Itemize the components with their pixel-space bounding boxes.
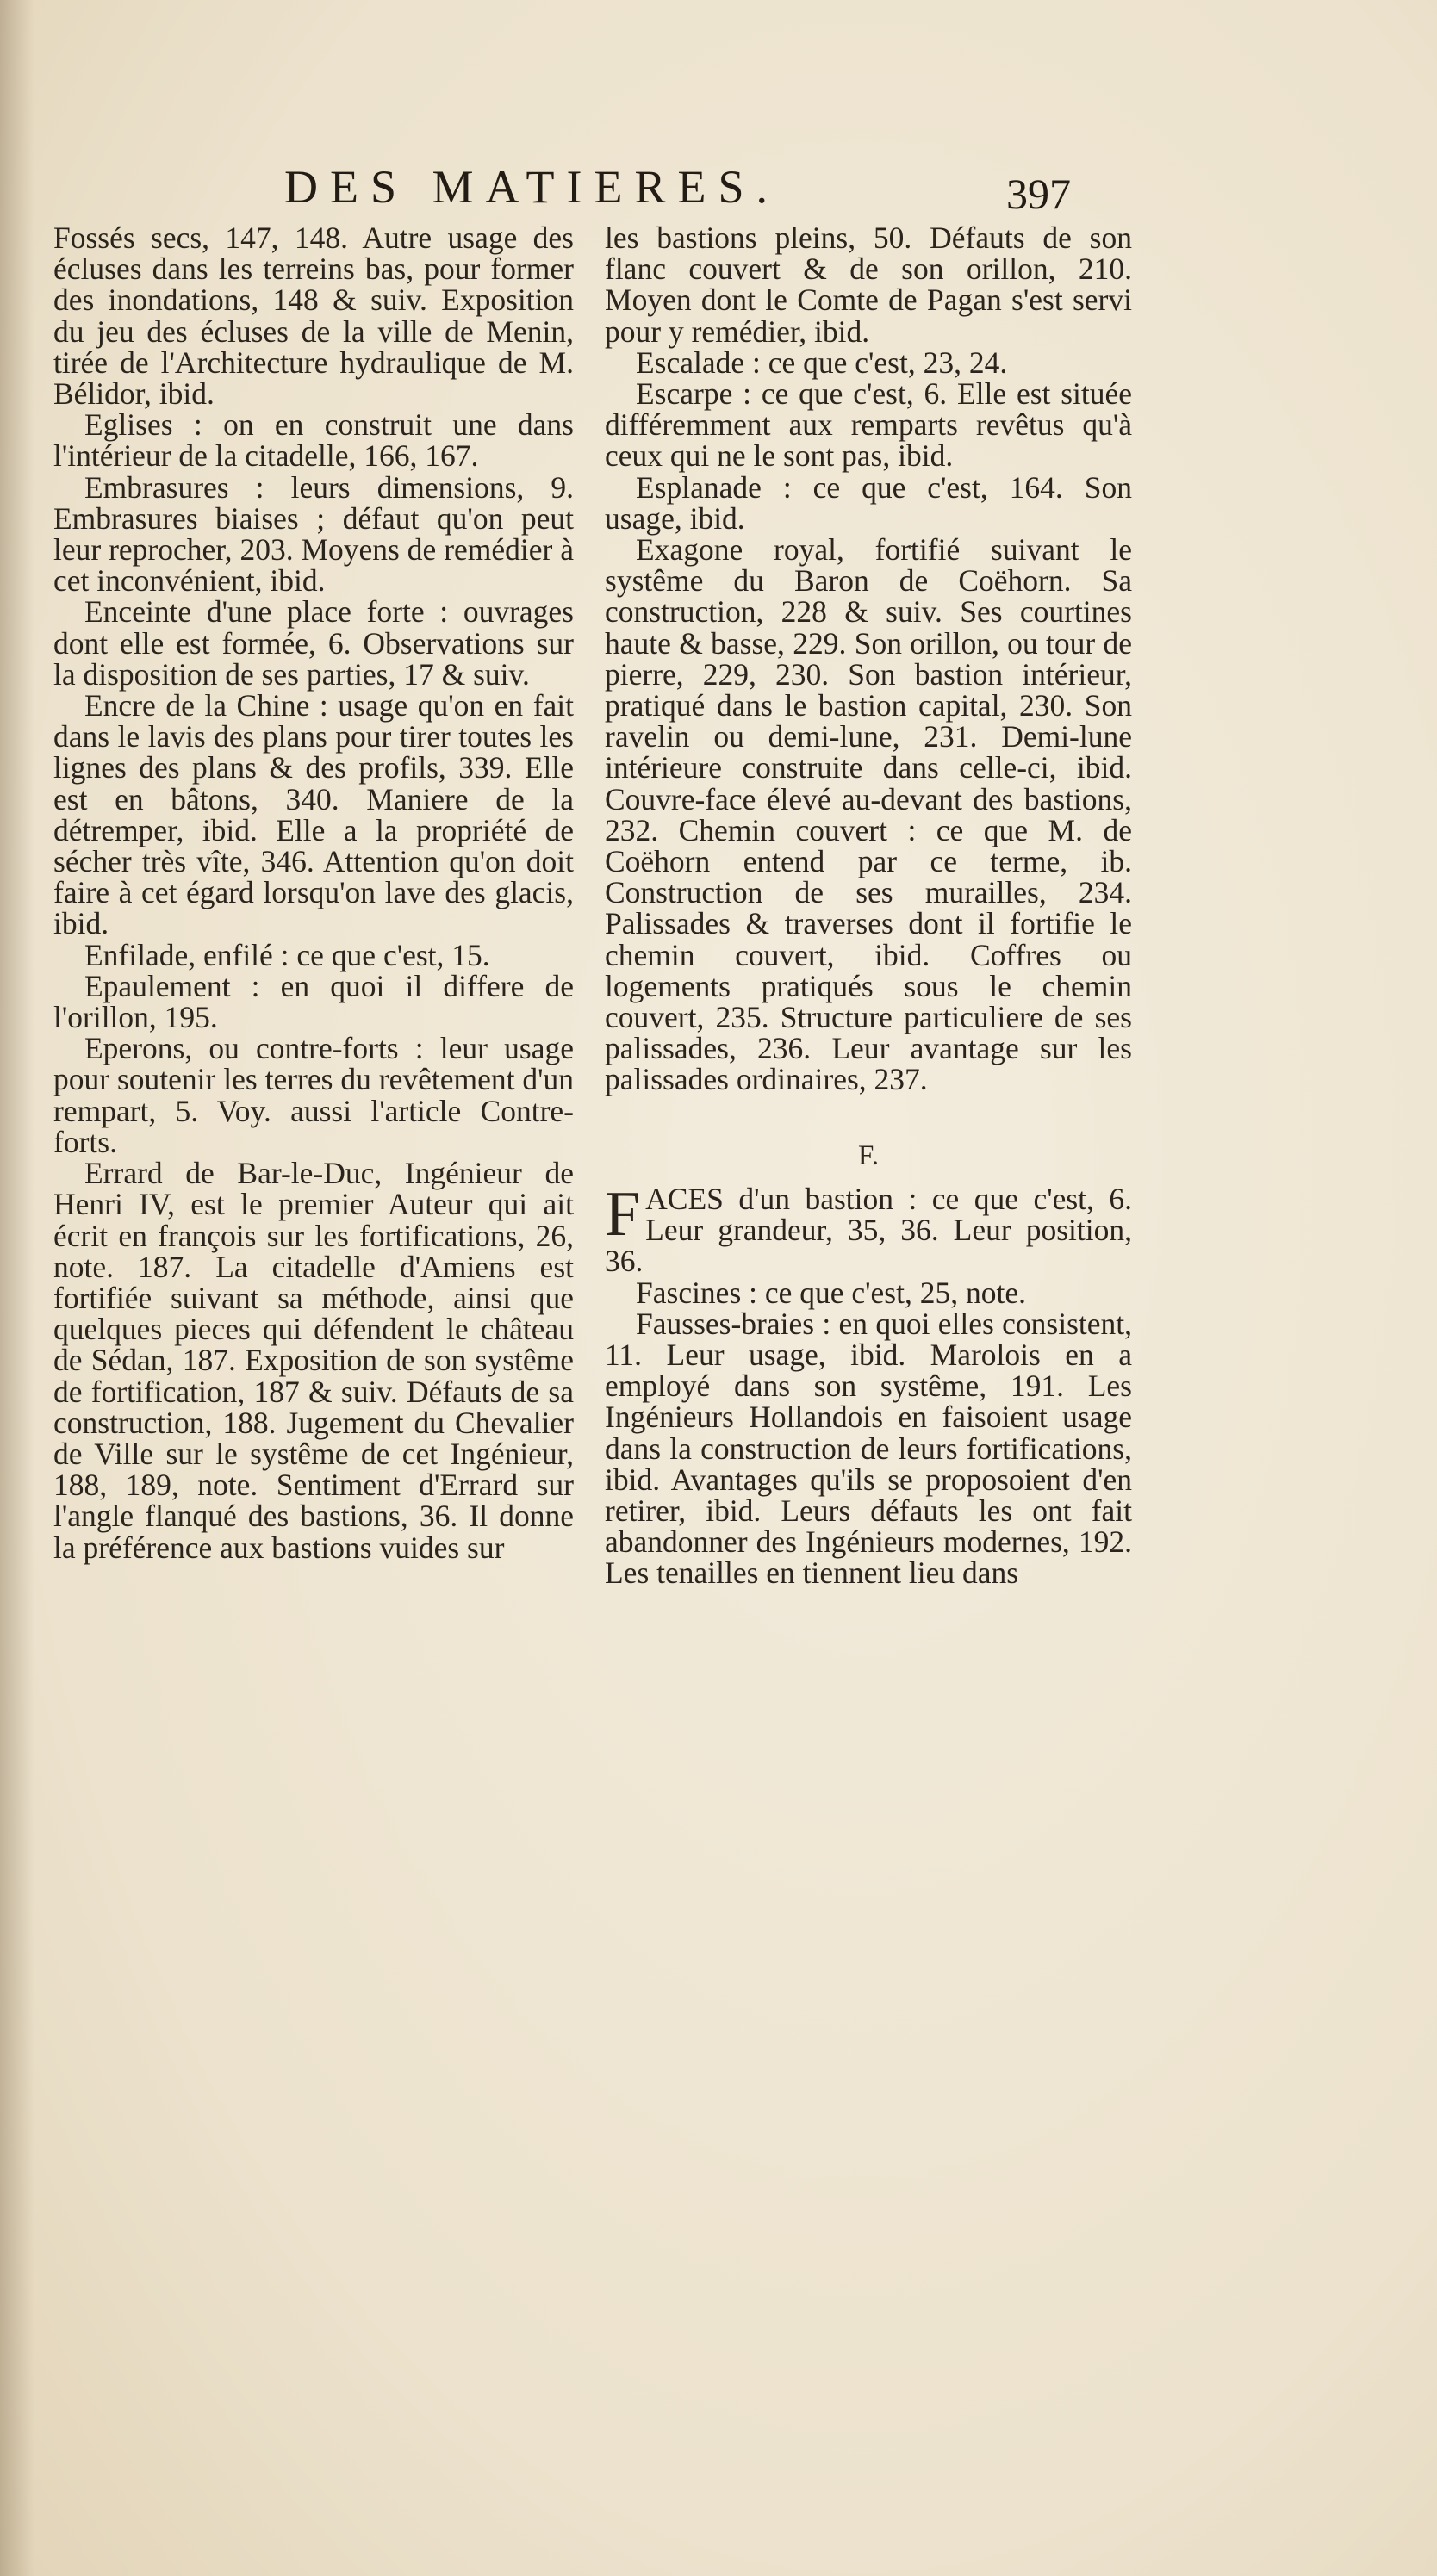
index-entry: Esplanade : ce que c'est, 164. Son usage, ibid. bbox=[605, 469, 1132, 536]
index-entry: Eglises : on en construit une dans l'intérieur de la citadelle, 166, 167. bbox=[53, 407, 574, 474]
index-entry: Escalade : ce que c'est, 23, 24. bbox=[636, 345, 1008, 380]
index-entry: Fascines : ce que c'est, 25, note. bbox=[636, 1275, 1026, 1310]
index-entry: Epaulement : en quoi il differe de l'orillon, 195. bbox=[53, 968, 574, 1035]
running-title: DES MATIERES. bbox=[284, 161, 781, 213]
index-entry: Fausses-braies : en quoi elles consistent, 11. Leur usage, ibid. Marolois en a employé dans son systême, 191. Les Ingénieurs Hollandois en faisoient usage dans la construction de leurs fortifications, ibid. Avantages qu'ils se proposoient d'en retirer, ibid. Leurs défauts les ont fait abandonner des Ingénieurs modernes, 192. Les tenailles en tiennent lieu dans bbox=[605, 1306, 1132, 1591]
section-letter-heading: F. bbox=[858, 1139, 879, 1171]
index-entry-text: ACES d'un bastion : ce que c'est, 6. Leur grandeur, 35, 36. Leur position, 36. bbox=[605, 1181, 1132, 1279]
index-entry: les bastions pleins, 50. Défauts de son flanc couvert & de son orillon, 210. Moyen dont le Comte de Pagan s'est servi pour y remédier, ibid. bbox=[605, 220, 1132, 349]
index-column-right bbox=[605, 222, 1132, 1589]
index-entry: Escarpe : ce que c'est, 6. Elle est située différemment aux remparts revêtus qu'à ceux qui ne le sont pas, ibid. bbox=[605, 376, 1132, 474]
index-entry: Errard de Bar-le-Duc, Ingénieur de Henri IV, est le premier Auteur qui ait écrit en françois sur les fortifications, 26, note. 187. La citadelle d'Amiens est fortifiée suivant sa méthode, ainsi que quelques pieces qui défendent le château de Sédan, 187. Exposition de son systême de fortification, 187 & suiv. Défauts de sa construction, 188. Jugement du Chevalier de Ville sur le systême de cet Ingénieur, 188, 189, note. Sentiment d'Errard sur l'angle flanqué des bastions, 36. Il donne la préférence aux bastions vuides sur bbox=[53, 1156, 574, 1565]
index-entry: Eperons, ou contre-forts : leur usage pour soutenir les terres du revêtement d'un rempart, 5. Voy. aussi l'article Contre-forts. bbox=[53, 1031, 574, 1159]
index-entry-faces bbox=[605, 1178, 1132, 1279]
index-entry: Exagone royal, fortifié suivant le systême du Baron de Coëhorn. Sa construction, 228 & suiv. Ses courtines haute & basse, 229. Son orillon, ou tour de pierre, 229, 230. Son bastion intérieur, pratiqué dans le bastion capital, 230. Son ravelin ou demi-lune, 231. Demi-lune intérieure construite dans celle-ci, ibid. Couvre-face élevé au-devant des bastions, 232. Chemin couvert : ce que M. de Coëhorn entend par ce terme, ib. Construction de ses murailles, 234. Palissades & traverses dont il fortifie le chemin couvert, ibid. Coffres ou logements pratiqués sous le chemin couvert, 235. Structure particuliere de ses palissades, 236. Leur avantage sur les palissades ordinaires, 237. bbox=[605, 532, 1132, 1097]
drop-capital: F bbox=[605, 1178, 641, 1250]
index-column-left bbox=[53, 222, 574, 1563]
index-entry: Fossés secs, 147, 148. Autre usage des écluses dans les terreins bas, pour former des inondations, 148 & suiv. Exposition du jeu des écluses de la ville de Menin, tirée de l'Architecture hydraulique de M. Bélidor, ibid. bbox=[53, 220, 574, 412]
index-entry: Enfilade, enfilé : ce que c'est, 15. bbox=[84, 937, 490, 972]
index-entry: Embrasures : leurs dimensions, 9. Embrasures biaises ; défaut qu'on peut leur reprocher, 203. Moyens de remédier à cet inconvénient, ibid. bbox=[53, 469, 574, 599]
index-entry: Encre de la Chine : usage qu'on en fait dans le lavis des plans pour tirer toutes les lignes des plans & des profils, 339. Elle est en bâtons, 340. Maniere de la détremper, ibid. Elle a la propriété de sécher très vîte, 346. Attention qu'on doit faire à cet égard lorsqu'on lave des glacis, ibid. bbox=[53, 688, 574, 941]
page-gutter-shadow bbox=[0, 0, 34, 2576]
page-number: 397 bbox=[1006, 170, 1071, 218]
index-entry: Enceinte d'une place forte : ouvrages dont elle est formée, 6. Observations sur la disposition de ses parties, 17 & suiv. bbox=[53, 594, 574, 692]
